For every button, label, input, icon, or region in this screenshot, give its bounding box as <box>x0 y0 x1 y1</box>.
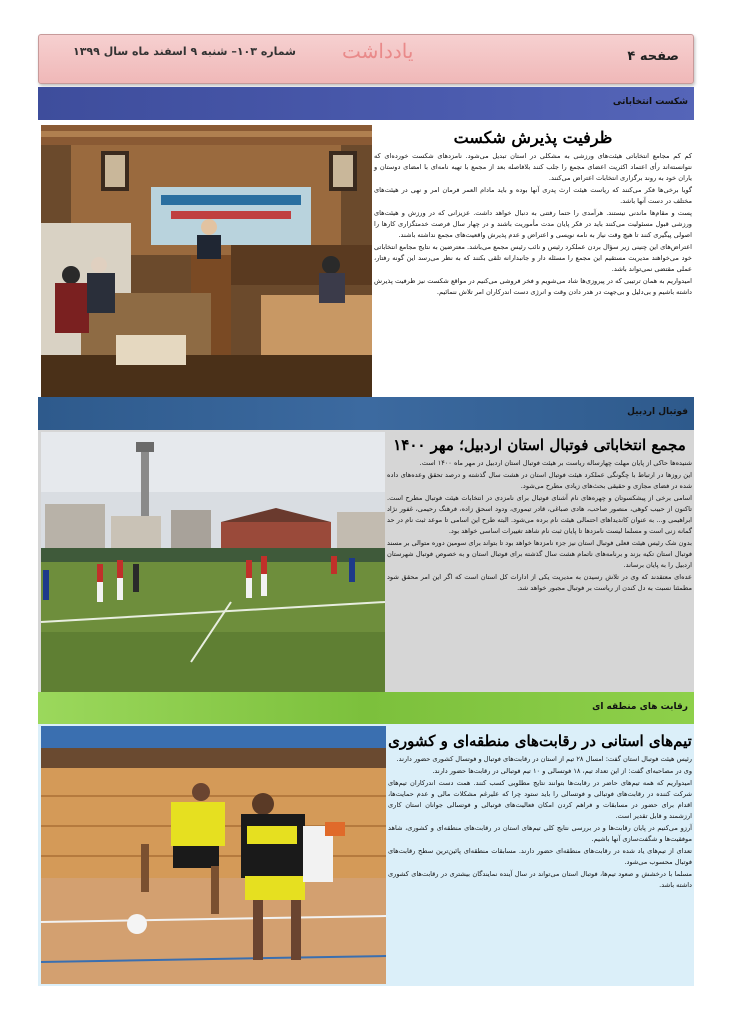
page-title: یادداشت <box>342 39 414 63</box>
paragraph: وی در مصاحبه‌ای گفت: از این تعداد تیم، ۱۸ فوتسالی و ۱۰ تیم فوتبالی در رقابت‌ها حضور دارند. <box>432 767 692 775</box>
paragraph: بدون شک رئیس هیئت فعلی فوتبال استان نیز جزء نامزدها خواهد بود تا بتواند برای سومین دوره متوالی بر مسند فوتبال استان تکیه بزند و برنامه‌های ناتمام هشت سال گذشته برای فوتبال استان و به خصوص فوتبال شهرستان اردبیل را به پایان برساند. <box>387 539 692 569</box>
page-header <box>38 34 694 84</box>
article-title: ظرفیت پذیرش شکست <box>453 128 613 147</box>
paragraph: مسلما با درخشش و صعود تیم‌ها، فوتبال استان می‌تواند در سال آینده نمایندگان بیشتری در رقابت‌های کشوری داشته باشد. <box>388 870 692 889</box>
section-bar-election <box>38 87 694 120</box>
article-text <box>387 436 692 595</box>
paragraph: اعتراض‌های این چنینی زیر سؤال بردن عملکرد رئیس و نائب رئیس مجمع می‌باشد. معترضین به نتایج مجامع انتخاباتی خود می‌خواهند مدیریت مستقیم این مجمع را مسئله دار و جانبدارانه تلقی بکنند که به نظر می‌رسد این گونه رفتار، عملی مقتضی نمی‌تواند باشد. <box>374 243 692 273</box>
paragraph: رئیس هیئت فوتبال استان گفت: امسال ۲۸ تیم از استان در رقابت‌های فوتبال و فوتسال کشوری حضور دارند. <box>396 755 692 763</box>
paragraph: عده‌ای معتقدند که وی در تلاش رسیدن به مدیریت یکی از ادارات کل استان است که اگر این امر محقق شود مطمئنا نسبت به دل کندن از ریاست بر فوتبال مجبور خواهد شد. <box>387 573 692 592</box>
article-election <box>38 122 694 394</box>
article-football <box>38 430 694 692</box>
photo-meeting-hall <box>41 125 372 397</box>
football-photo-image <box>41 432 385 692</box>
paragraph: امیدواریم به همان ترتیبی که در پیروزی‌ها شاد می‌شویم و فخر فروشی می‌کنیم در مواقع شکست نیز ظرفیت پذیرش داشته باشیم و بی‌دلیل و بی‌جهت در هدر دادن وقت و انرژی دست اندرکاران امر تلاش ننمائیم. <box>374 277 692 296</box>
paragraph: پست و مقام‌ها ماندنی نیستند. هرآمدی را حتما رفتنی به دنبال خواهد داشت. عزیزانی که در ورزش و هیئت‌های ورزشی قبول مسئولیت می‌کنند باید در فکر پایان مدت مأموریت باشند و در چهار سال فرصت خدمتگزاری کارها را اصولی پیگیری کنند تا هیچ وقت نیاز به نامه نویسی و اعتراض و عدم پذیرش واقعیت‌های مجمع نداشته باشند. <box>374 209 692 239</box>
paragraph: امیدواریم که همه تیم‌های حاضر در رقابت‌ها بتوانند نتایج مطلوبی کسب کنند. همت دست اندرکاران تیم‌های شرکت کننده در رقابت‌های فوتبالی و فوتسالی را باید ستود چرا که علیرغم مشکلات مالی و عدم حمایت‌ها، اقدام برای حضور در مسابقات و فراهم کردن امکان فعالیت‌های فوتبالی و فوتسالی جوانان استان کاری ارزشمند و قابل تقدیر است. <box>388 779 692 820</box>
photo-football-match <box>41 432 385 692</box>
article-text <box>388 732 692 892</box>
paragraph: اسامی برخی از پیشکسوتان و چهره‌های نام آشنای فوتبال برای نامزدی در انتخابات هیئت فوتبال مطرح است. تاکنون از حبیب کوهی، منصور صاحب، هادی صباغی، قادر تیموری، ودود اسحق زاده، فرهنگ رحیمی، غفور نژاد ابراهیمی و... به عنوان کاندیداهای احتمالی هیئت نام برده می‌شود. البته طرح این اسامی تا موعد ثبت نام در حد گمانه زنی است و مسلما لیست نامزدها تا پایان ثبت نام شاهد تغییرات اساسی خواهد بود. <box>387 494 692 535</box>
paragraph: تعدای از تیم‌های یاد شده در رقابت‌های منطقه‌ای حضور دارند. مسابقات منطقه‌ای پائین‌ترین سطح رقابت‌های فوتبال محسوب می‌شود. <box>388 847 692 866</box>
page-number: صفحه ۴ <box>627 49 679 64</box>
article-title: مجمع انتخاباتی فوتبال استان اردبیل؛ مهر ۱۴۰۰ <box>393 436 686 454</box>
section-label: فوتبال اردبیل <box>627 407 688 417</box>
meeting-photo-image <box>41 125 372 397</box>
paragraph: کم کم مجامع انتخاباتی هیئت‌های ورزشی به مشکلی در استان تبدیل می‌شود. نامزدهای شکست خورده‌ای که نتوانسته‌اند رأی اعتماد اکثریت اعضای مجمع را جلب کنند بلافاصله بعد از مجمع با تهیه نامه‌ای با امضای دوستان و یاران خود به روند برگزاری انتخابات اعتراض می‌کنند. <box>374 152 692 182</box>
futsal-photo-image <box>41 726 386 984</box>
paragraph: آرزو می‌کنیم در پایان رقابت‌ها و در بررسی نتایج کلی تیم‌های استان در رقابت‌های منطقه‌ای و کشوری، شاهد موفقیت‌ها و شگفت‌سازی آنها باشیم. <box>388 824 692 843</box>
article-regional <box>38 724 694 986</box>
photo-futsal-players <box>41 726 386 984</box>
section-label: رقابت های منطقه ای <box>592 702 688 712</box>
section-bar-football <box>38 397 694 430</box>
issue-info: شماره ۱۰۳– شنبه ۹ اسفند ماه سال ۱۳۹۹ <box>73 45 296 58</box>
paragraph: این روزها در ارتباط با چگونگی عملکرد هیئت فوتبال استان در هشت سال گذشته و درصد تحقق وعده‌های داده شده در فضای مجازی و حقیقی بحث‌های زیادی مطرح می‌شود. <box>387 471 692 490</box>
section-label: شکست انتخاباتی <box>612 97 688 107</box>
article-text <box>374 128 692 299</box>
paragraph: گویا برخی‌ها فکر می‌کنند که ریاست هیئت ارث پدری آنها بوده و باید مادام العمر فرمان امر و نهی در هیئت‌های مختلف در دست آنها باشد. <box>374 186 692 205</box>
paragraph: شنیده‌ها حاکی از پایان مهلت چهارساله ریاست بر هیئت فوتبال استان اردبیل در مهر ماه ۱۴۰۰ است. <box>419 459 692 467</box>
section-bar-regional <box>38 692 694 724</box>
article-title: تیم‌های استانی در رقابت‌های منطقه‌ای و کشوری <box>388 732 692 750</box>
